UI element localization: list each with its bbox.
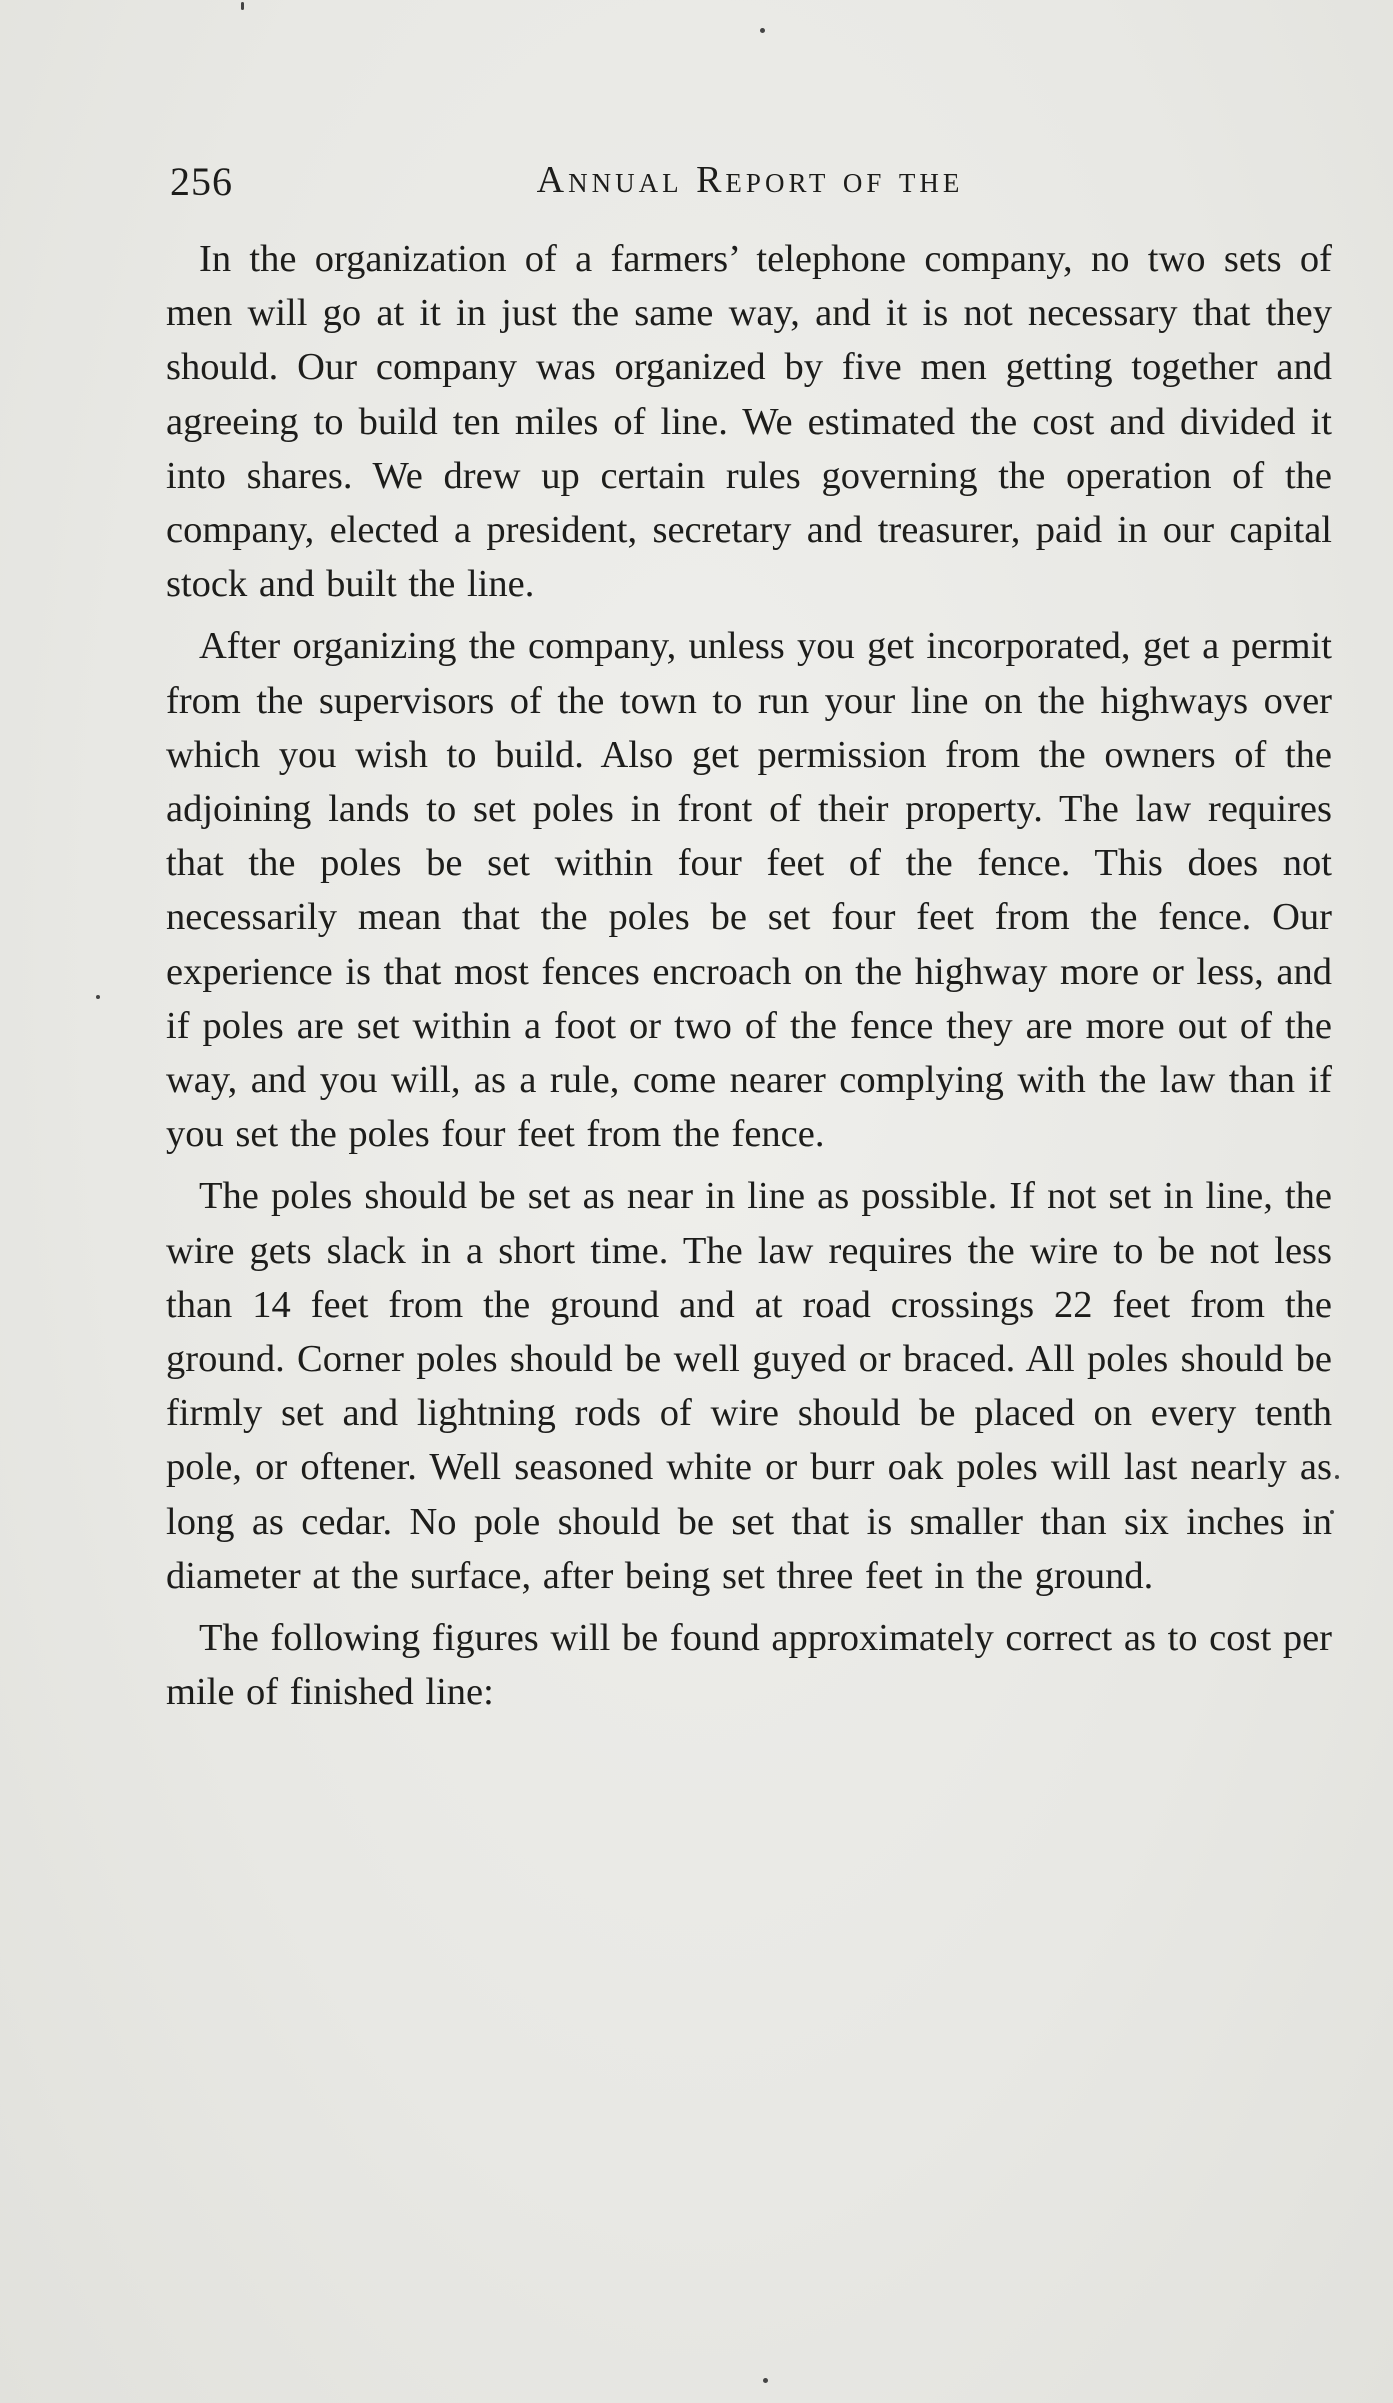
print-speck	[1335, 1475, 1339, 1479]
paragraph-poles: The poles should be set as near in line as possible. If not set in line, the wire gets slack in a short time. The law requires the wire to be not less than 14 feet from the ground and at road crossings 22 feet from the ground. Corner poles should be well guyed or braced. All poles should be firmly set and lightning rods of wire should be placed on every tenth pole, or oftener. Well seasoned white or burr oak poles will last nearly as long as cedar. No pole should be set that is smaller than six inches in diameter at the surface, after being set three feet in the ground.	[166, 1175, 1332, 1597]
print-speck	[96, 995, 100, 999]
paragraph-permits: After organizing the company, unless you get incorporated, get a permit from the supervisors of the town to run your line on the highways over which you wish to build. Also get permission from the owners of the adjoining lands to set poles in front of their property. The law requires that the poles be set within four feet of the fence. This does not necessarily mean that the poles be set four feet from the fence. Our experience is that most fences encroach on the highway more or less, and if poles are set within a foot or two of the fence they are more out of the way, and you will, as a rule, come nearer complying with the law than if you set the poles four feet from the fence.	[166, 625, 1332, 1156]
running-head: Annual Report of the	[536, 159, 964, 201]
print-speck	[763, 2378, 768, 2383]
page-number: 256	[170, 159, 233, 204]
paragraph-cost-intro: The following figures will be found approximately correct as to cost per mile of finished line:	[166, 1617, 1332, 1714]
paragraph-organization: In the organization of a farmers’ telephone company, no two sets of men will go at it in just the same way, and it is not necessary that they should. Our company was organized by five men getting together and agreeing to build ten miles of line. We estimated the cost and divided it into shares. We drew up certain rules governing the operation of the company, elected a president, secretary and treasurer, paid in our capital stock and built the line.	[166, 238, 1332, 606]
print-speck	[241, 2, 244, 10]
body-text	[166, 232, 1332, 1727]
page-header	[170, 158, 1330, 208]
print-speck	[760, 28, 765, 33]
